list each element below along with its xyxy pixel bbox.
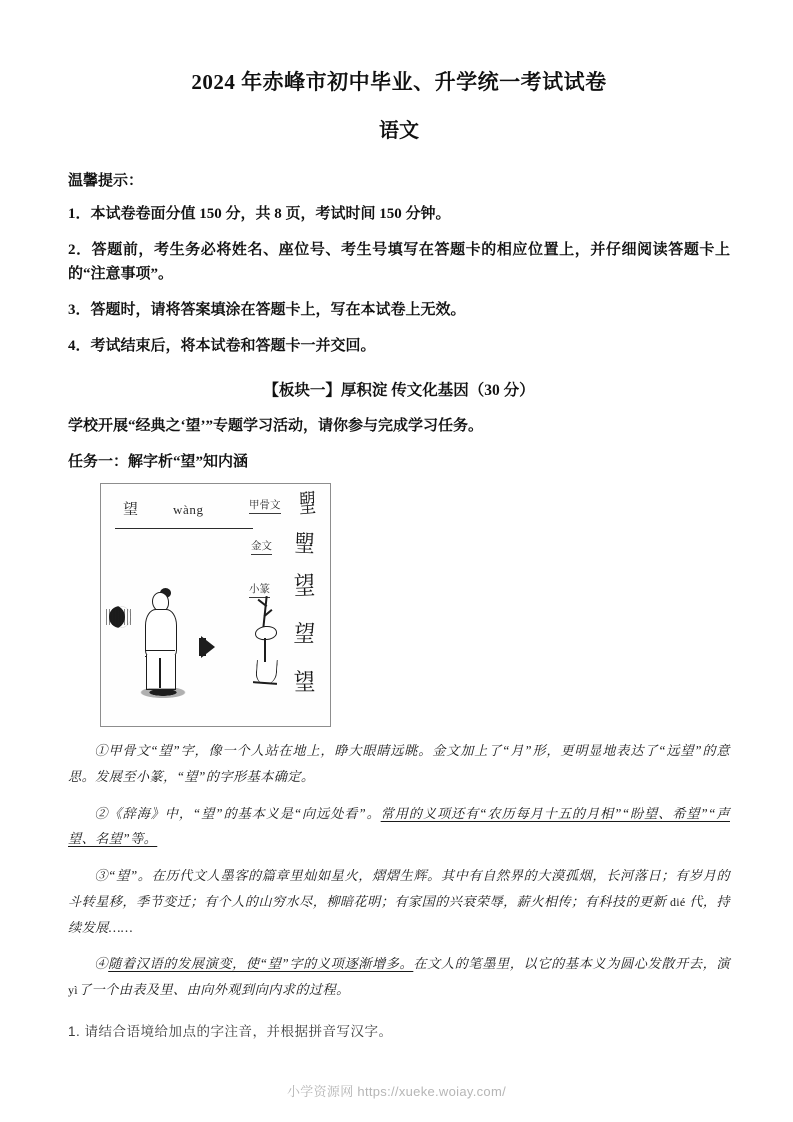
paragraph-1: ①甲骨文“望”字，像一个人站在地上，睁大眼睛远眺。金文加上了“月”形，更明显地表达了“远望”的意思。发展至小篆，“望”的字形基本确定。	[68, 743, 730, 784]
figure-wrapper	[100, 483, 730, 727]
standing-person-illustration	[139, 592, 187, 702]
script-glyph-oracle-bone: 朢	[298, 488, 317, 520]
script-glyph-regular: 望	[293, 668, 316, 696]
paragraph-2: ②《辞海》中，“望”的基本义是“向远处看”。常用的义项还有“农历每月十五的月相”“盼望、希望”“声望、名望”等。	[68, 805, 730, 847]
notice-item-2: 2．答题前，考生务必将姓名、座位号、考生号填写在答题卡的相应位置上，并仔细阅读答题卡上的“注意事项”。	[68, 242, 730, 282]
page-title: 2024 年赤峰市初中毕业、升学统一考试试卷	[191, 70, 607, 94]
task-one-heading: 任务一：解字析“望”知内涵	[68, 454, 249, 471]
character-evolution-figure	[100, 483, 331, 727]
notice-item-3: 3．答题时，请将答案填涂在答题卡上，写在本试卷上无效。	[68, 301, 466, 318]
person-robe-fold	[159, 658, 161, 688]
paragraph-3: ③“望”。在历代文人墨客的篇章里灿如星火，熠熠生辉。其中有自然界的大漠孤烟，长河落日；有岁月的斗转星移，季节变迁；有个人的山穷水尽，柳暗花明；有家国的兴衰荣辱，薪火相传；有科技的更新 dié 代，持续发展……	[68, 868, 731, 935]
moon-icon	[109, 606, 131, 628]
notice-item-4: 4．考试结束后，将本试卷和答题卡一并交回。	[68, 338, 376, 354]
activity-intro: 学校开展“经典之‘望’”专题学习活动，请你参与完成学习任务。	[68, 418, 483, 435]
script-label-oracle-bone: 甲骨文	[249, 500, 281, 514]
paragraph-4: ④随着汉语的发展演变，使“望”字的义项逐渐增多。在文人的笔墨里，以它的基本义为圆心发散开去，演 yì了一个由表及里、由向外观到向内求的过程。	[68, 956, 730, 998]
person-robe	[146, 655, 176, 690]
figure-pinyin: wàng	[173, 502, 204, 518]
oracle-trunk	[264, 638, 266, 662]
arrow-right-icon	[201, 636, 215, 658]
notice-item-1: 1．本试卷卷面分值 150 分，共 8 页，考试时间 150 分钟。	[68, 206, 451, 222]
figure-underline-rule	[115, 528, 253, 529]
script-glyph-clerical: 望	[292, 621, 317, 648]
subject-title: 语文	[379, 120, 419, 142]
question-1: 1. 请结合语境给加点的字注音，并根据拼音写汉字。	[68, 1023, 393, 1039]
page-content	[68, 0, 730, 1044]
ground-shadow	[137, 688, 189, 699]
script-glyph-bronze: 朢	[294, 529, 315, 559]
script-label-small-seal: 小篆	[249, 584, 270, 598]
oracle-eye	[254, 625, 277, 641]
oracle-foot	[253, 681, 277, 684]
notice-heading: 温馨提示：	[68, 173, 144, 189]
module-header: 【板块一】厚积淀 传文化基因（30 分）	[263, 382, 535, 400]
oracle-glyph-drawing	[249, 596, 283, 700]
watermark-footer: 小学资源网 https://xueke.woiay.com/	[287, 1084, 506, 1099]
script-glyph-small-seal: 望	[293, 571, 316, 601]
figure-headword: 望	[123, 502, 139, 519]
script-label-bronze: 金文	[251, 541, 272, 555]
